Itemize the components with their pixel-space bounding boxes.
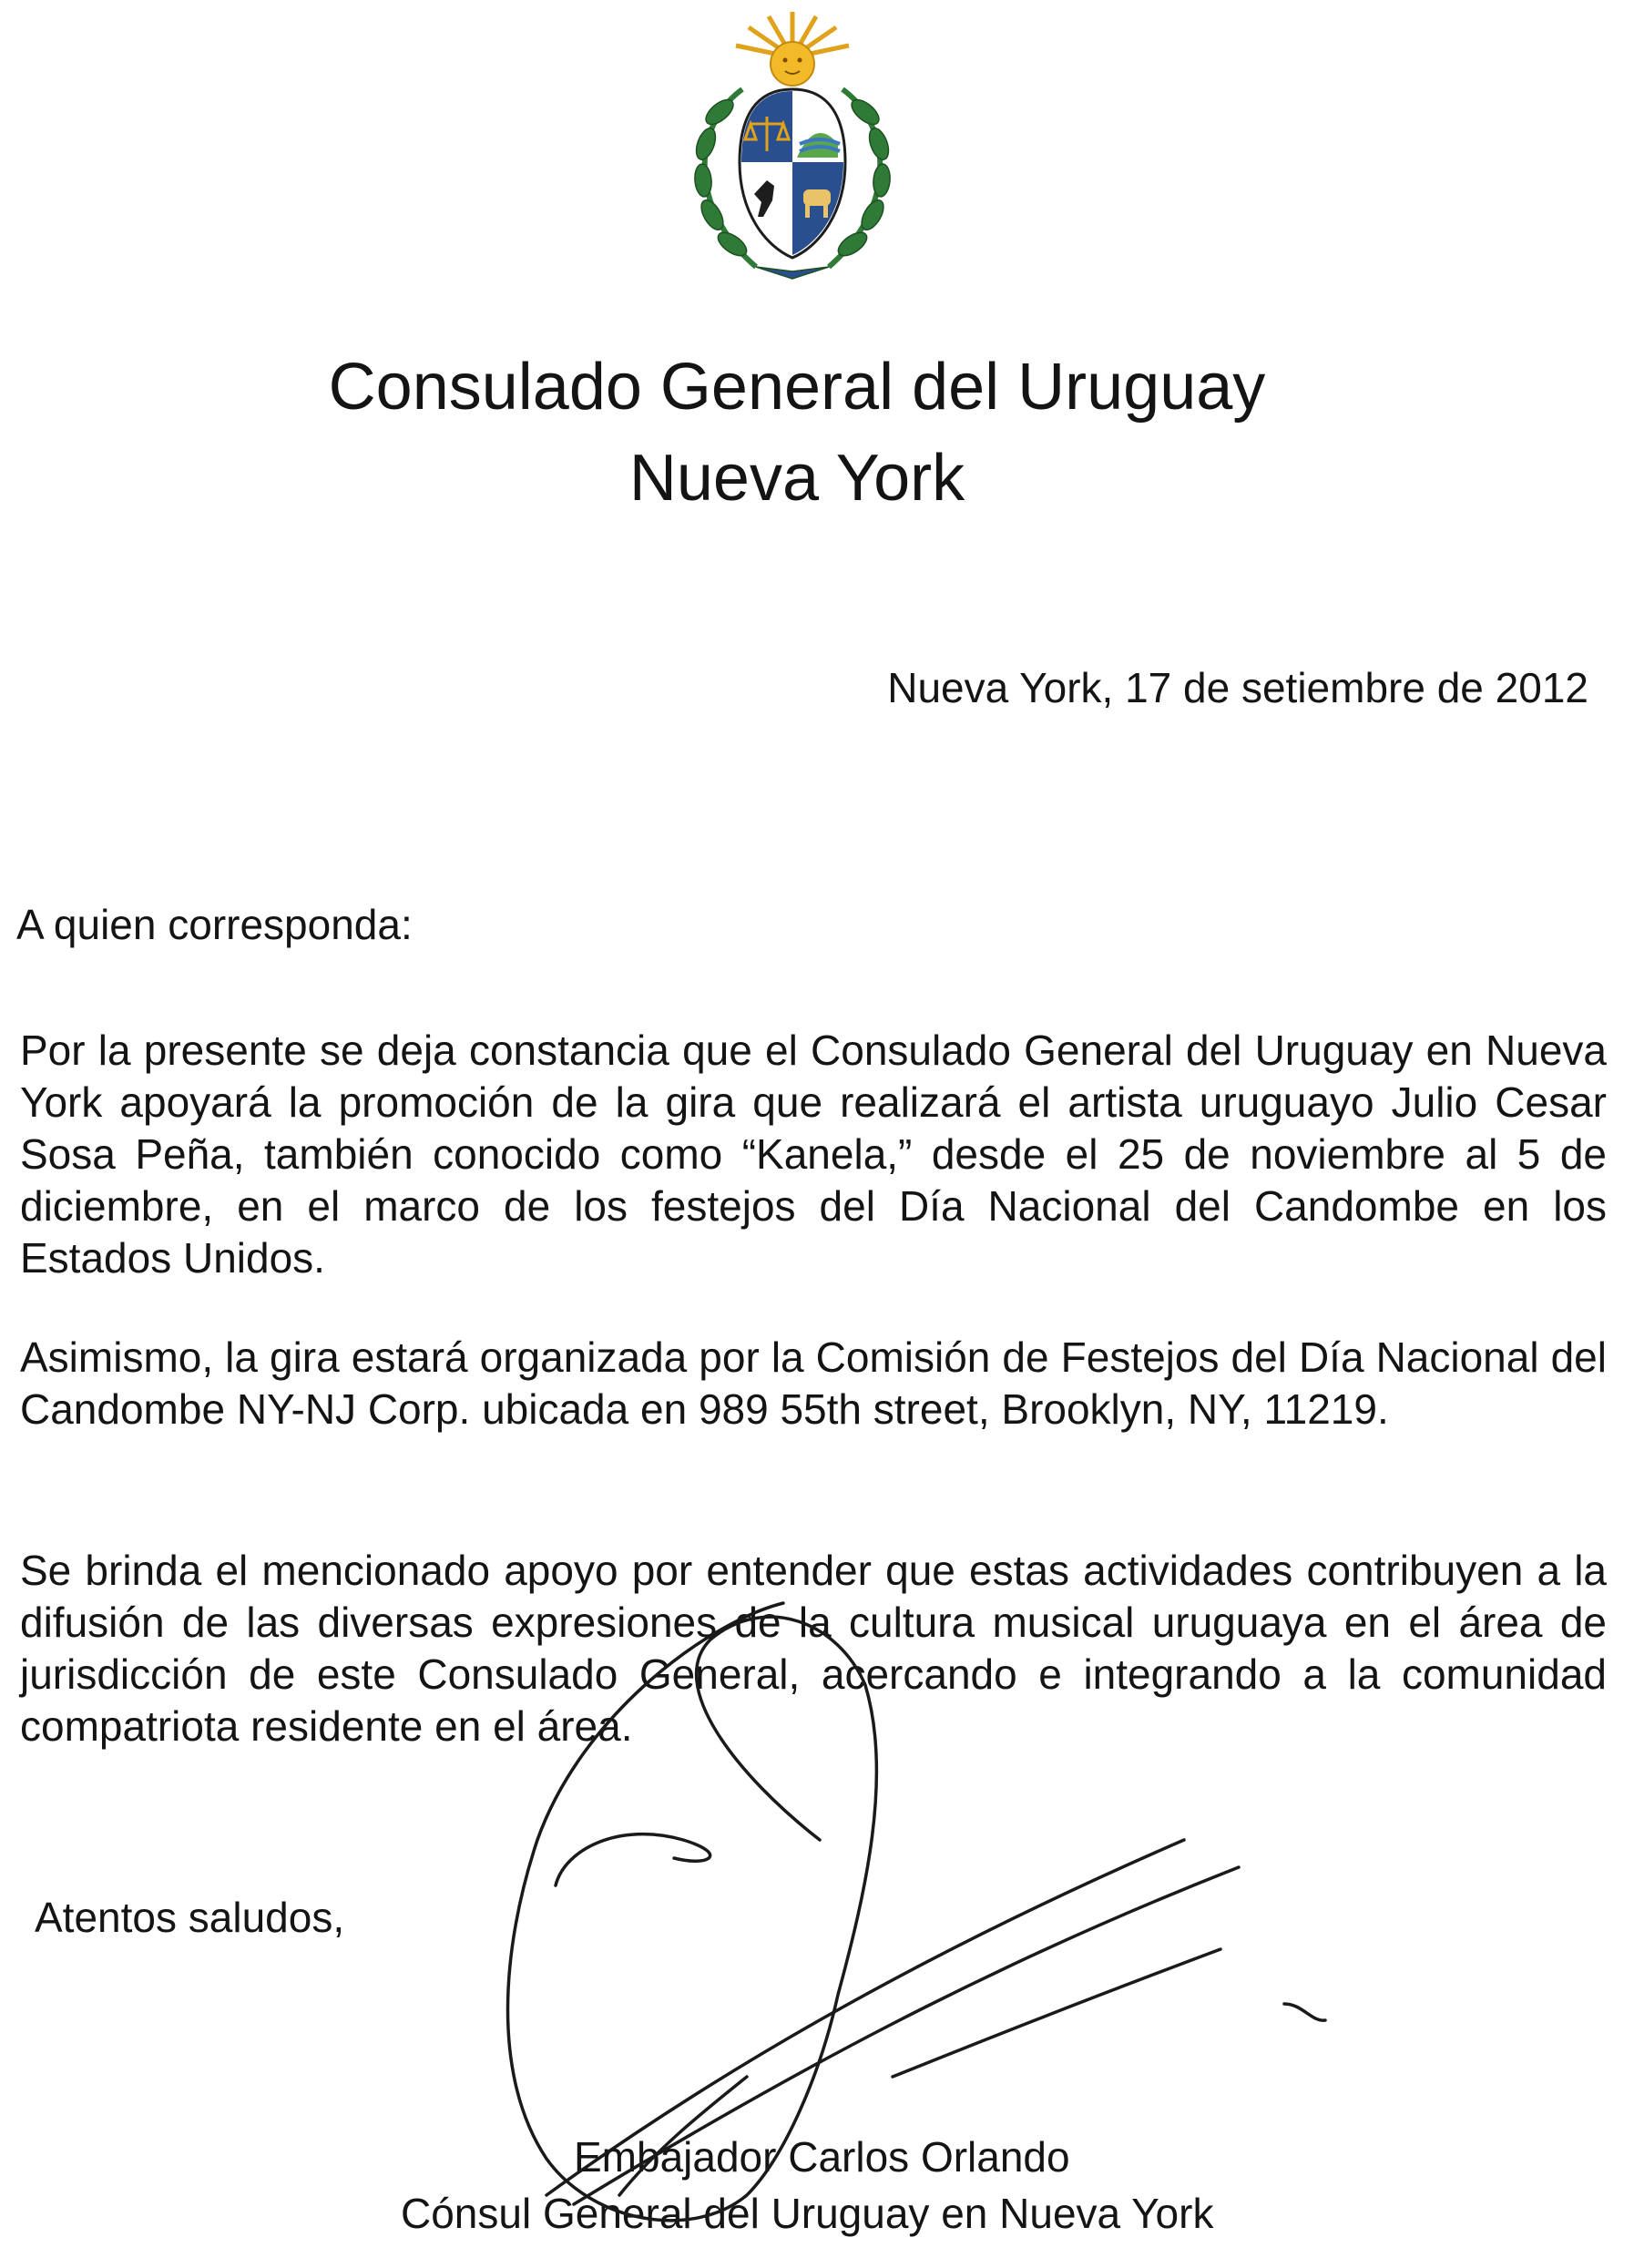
shield-icon bbox=[740, 89, 845, 258]
letter-date: Nueva York, 17 de setiembre de 2012 bbox=[887, 664, 1588, 711]
body-paragraph-2: Asimismo, la gira estará organizada por la Comisión de Festejos del Día Nacional del Candombe NY-NJ Corp. ubicada en 989 55th street, Brooklyn, NY, 11219. bbox=[20, 1333, 1607, 1433]
uruguay-coat-of-arms-icon bbox=[656, 7, 929, 290]
closing: Atentos saludos, bbox=[35, 1894, 345, 1941]
letterhead-title: Consulado General del Uruguay bbox=[328, 351, 1266, 424]
signatory-title: Cónsul General del Uruguay en Nueva York bbox=[401, 2190, 1214, 2237]
sun-icon bbox=[736, 12, 849, 86]
body-paragraph-3: Se brinda el mencionado apoyo por entender que estas actividades contribuyen a la difusión de las diversas expresiones de la cultura musical uruguaya en el área de jurisdicción de este Consulado General, acercando e integrando a la comunidad compatriota residente en el área. bbox=[20, 1547, 1607, 1750]
body-paragraph-1: Por la presente se deja constancia que el Consulado General del Uruguay en Nueva York apoyará la promoción de la gira que realizará el artista uruguayo Julio Cesar Sosa Peña, también conocido como “Kanela,” desde el 25 de noviembre al 5 de diciembre, en el marco de los festejos del Día Nacional del Candombe en los Estados Unidos. bbox=[20, 1027, 1607, 1282]
letterhead-city: Nueva York bbox=[628, 442, 965, 515]
salutation: A quien corresponda: bbox=[16, 901, 413, 948]
signatory-name: Embajador Carlos Orlando bbox=[574, 2133, 1070, 2181]
